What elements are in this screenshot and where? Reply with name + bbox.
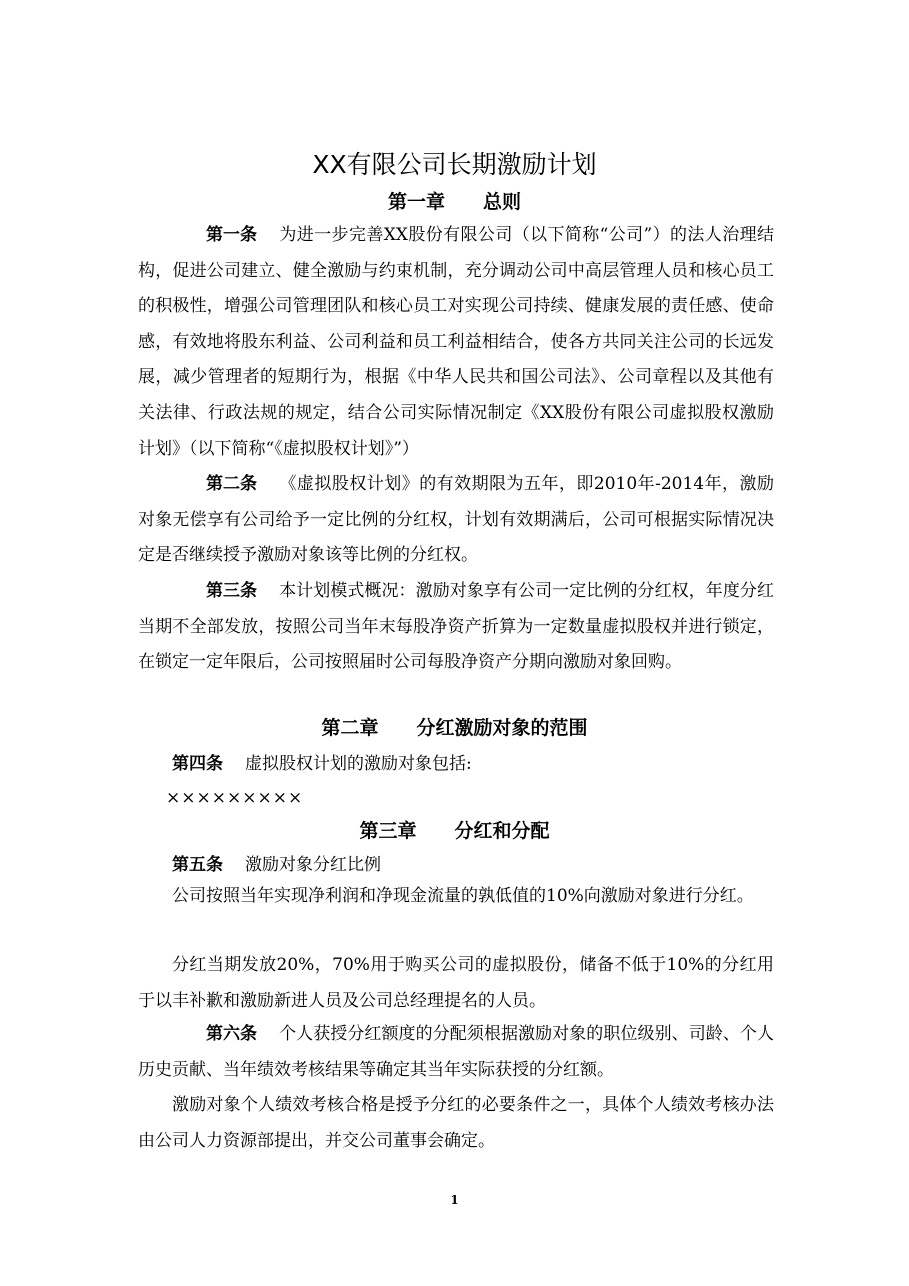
article-text: 激励对象分红比例 [245, 855, 381, 875]
article-number: 第五条 [172, 855, 223, 875]
article-number: 第四条 [172, 754, 223, 774]
article-number: 第二条 [206, 474, 257, 494]
article-text: 个人获授分红额度的分配须根据激励对象的职位级别、司龄、个人历史贡献、当年绩效考核结果等确定其当年实际获授的分红额。 [138, 1024, 774, 1080]
article-5 [172, 850, 381, 880]
article-2 [138, 467, 774, 574]
article-text: 虚拟股权计划的激励对象包括: [245, 754, 472, 774]
article-3 [138, 574, 774, 681]
chapter-title: 分红激励对象的范围 [416, 717, 588, 739]
article-text: 本计划模式概况：激励对象享有公司一定比例的分红权，年度分红当期不全部发放，按照公司当年末每股净资产折算为一定数量虚拟股权并进行锁定，在锁定一定年限后，公司按照届时公司每股净资产分期向激励对象回购。 [138, 581, 774, 673]
chapter-title: 分红和分配 [454, 820, 550, 842]
article-number: 第六条 [206, 1024, 257, 1044]
paragraph-dividend-allocation: 分红当期发放20%，70%用于购买公司的虚拟股份，储备不低于10%的分红用于以丰补歉和激励新进人员及公司总经理提名的人员。 [138, 955, 774, 1011]
chapter-title: 总则 [483, 191, 522, 213]
recipient-placeholder: ××××××××× [166, 788, 304, 808]
chapter-number: 第三章 [359, 820, 417, 842]
chapter-heading-1 [0, 187, 909, 217]
article-text: 《虚拟股权计划》的有效期限为五年，即2010年-2014年，激励对象无偿享有公司给予一定比例的分红权，计划有效期满后，公司可根据实际情况决定是否继续授予激励对象该等比例的分红权。 [138, 474, 774, 566]
paragraph-performance-review: 激励对象个人绩效考核合格是授予分红的必要条件之一，具体个人绩效考核办法由公司人力资源部提出，并交公司董事会确定。 [138, 1095, 774, 1151]
chapter-number: 第二章 [321, 717, 379, 739]
article-1 [138, 218, 774, 467]
document-title: XX有限公司长期激励计划 [312, 150, 597, 179]
page-number: 1 [450, 1193, 459, 1207]
chapter-heading-3 [0, 816, 909, 846]
article-number: 第三条 [206, 581, 257, 601]
article-6 [138, 1017, 774, 1088]
article-text: 为进一步完善XX股份有限公司（以下简称“公司”）的法人治理结构，促进公司建立、健全激励与约束机制，充分调动公司中高层管理人员和核心员工的积极性，增强公司管理团队和核心员工对实现公司持续、健康发展的责任感、使命感，有效地将股东利益、公司利益和员工利益相结合，使各方共同关注公司的长远发展，减少管理者的短期行为，根据《中华人民共和国公司法》、公司章程以及其他有关法律、行政法规的规定，结合公司实际情况制定《XX股份有限公司虚拟股权激励计划》（以下简称“《虚拟股权计划》”） [138, 225, 774, 459]
article-4 [172, 749, 472, 779]
paragraph-dividend-basis: 公司按照当年实现净利润和净现金流量的孰低值的10%向激励对象进行分红。 [172, 886, 754, 906]
chapter-heading-2 [0, 713, 909, 743]
chapter-number: 第一章 [387, 191, 445, 213]
article-number: 第一条 [206, 225, 257, 245]
